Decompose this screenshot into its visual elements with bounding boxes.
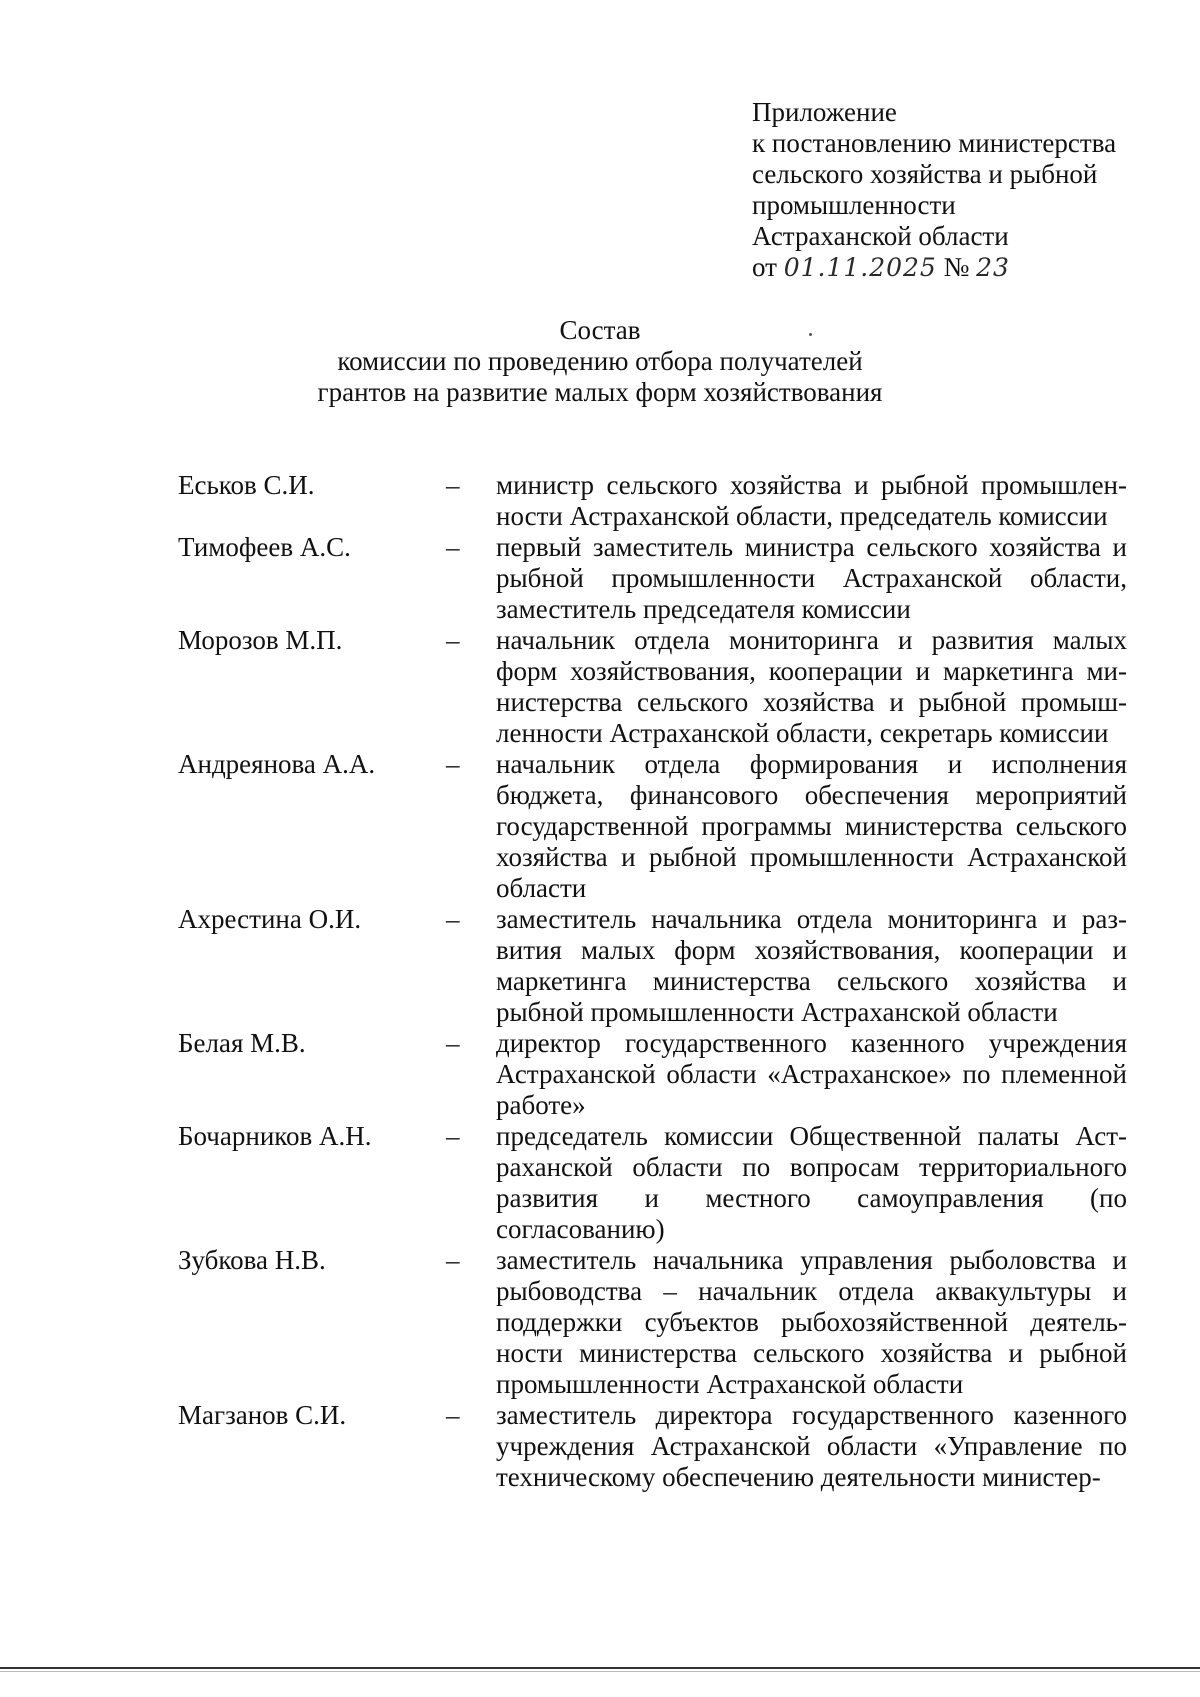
member-row — [178, 1245, 1128, 1400]
member-row — [178, 1121, 1128, 1245]
member-role: начальник отдела мониторинга и развития малых форм хозяйствования, кооперации и маркетинга министерства сельского хозяйства и рыбной промышленности Астраханской области, секретарь комиссии — [496, 625, 1127, 748]
member-role: заместитель начальника управления рыболовства и рыбоводства – начальник отдела аквакультуры и поддержки субъектов рыбохозяйственной деятельности министерства сельского хозяйства и рыбной промышленности Астраханской области — [496, 1245, 1127, 1399]
member-row — [178, 904, 1128, 1028]
member-dash: – — [446, 1400, 460, 1430]
member-dash: – — [446, 1121, 460, 1151]
title-line: Состав — [559, 315, 641, 345]
member-name: Тимофеев А.С. — [178, 532, 351, 562]
appendix-line: Астраханской области — [752, 221, 1009, 251]
member-name: Магзанов С.И. — [178, 1400, 347, 1430]
member-name: Морозов М.П. — [178, 625, 343, 655]
appendix-header — [752, 97, 1152, 283]
member-role: министр сельского хозяйства и рыбной промышленности Астраханской области, председатель комиссии — [496, 470, 1127, 531]
member-name: Еськов С.И. — [178, 470, 315, 500]
member-row — [178, 1400, 1128, 1493]
member-row — [178, 532, 1128, 625]
member-row — [178, 1028, 1128, 1121]
handwritten-number: 23 — [976, 253, 1010, 282]
member-name: Ахрестина О.И. — [178, 904, 362, 934]
member-dash: – — [446, 470, 460, 500]
member-role: председатель комиссии Общественной палаты Астраханской области по вопросам территориального развития и местного самоуправления (по согласованию) — [496, 1121, 1127, 1244]
member-dash: – — [446, 1245, 460, 1275]
member-row — [178, 625, 1128, 749]
scan-speck — [809, 333, 812, 336]
number-sign: № — [943, 252, 970, 282]
appendix-line: сельского хозяйства и рыбной — [752, 159, 1098, 189]
appendix-line: к постановлению министерства — [752, 128, 1117, 158]
member-dash: – — [446, 532, 460, 562]
member-dash: – — [446, 625, 460, 655]
member-name: Зубкова Н.В. — [178, 1245, 326, 1275]
appendix-date-line — [752, 252, 1152, 283]
member-name: Бочарников А.Н. — [178, 1121, 372, 1151]
title-line: грантов на развитие малых форм хозяйствования — [317, 377, 883, 407]
member-dash: – — [446, 1028, 460, 1058]
title-line: комиссии по проведению отбора получателей — [337, 346, 863, 376]
member-role: начальник отдела формирования и исполнения бюджета, финансового обеспечения мероприятий государственной программы министерства сельского хозяйства и рыбной промышленности Астраханской области — [496, 749, 1127, 903]
member-role: директор государственного казенного учреждения Астраханской области «Астраханское» по племенной работе» — [496, 1028, 1127, 1120]
member-role: заместитель директора государственного казенного учреждения Астраханской области «Управление по техническому обеспечению деятельности министер- — [496, 1400, 1127, 1492]
member-row — [178, 470, 1128, 532]
appendix-line: Приложение — [752, 97, 897, 127]
page-bottom-rule-thin — [0, 1671, 1200, 1672]
page-bottom-rule — [0, 1667, 1200, 1669]
member-role: первый заместитель министра сельского хозяйства и рыбной промышленности Астраханской области, заместитель председателя комиссии — [496, 532, 1127, 624]
date-prefix: от — [752, 252, 777, 282]
member-name: Белая М.В. — [178, 1028, 306, 1058]
member-name: Андреянова А.А. — [178, 749, 376, 779]
document-title — [300, 315, 900, 408]
member-dash: – — [446, 749, 460, 779]
commission-members-list — [178, 470, 1128, 1493]
appendix-line: промышленности — [752, 190, 956, 220]
member-role: заместитель начальника отдела мониторинга и развития малых форм хозяйствования, кооперации и маркетинга министерства сельского хозяйства и рыбной промышленности Астраханской области — [496, 904, 1127, 1027]
member-dash: – — [446, 904, 460, 934]
member-row — [178, 749, 1128, 904]
handwritten-date: 01.11.2025 — [783, 253, 937, 282]
